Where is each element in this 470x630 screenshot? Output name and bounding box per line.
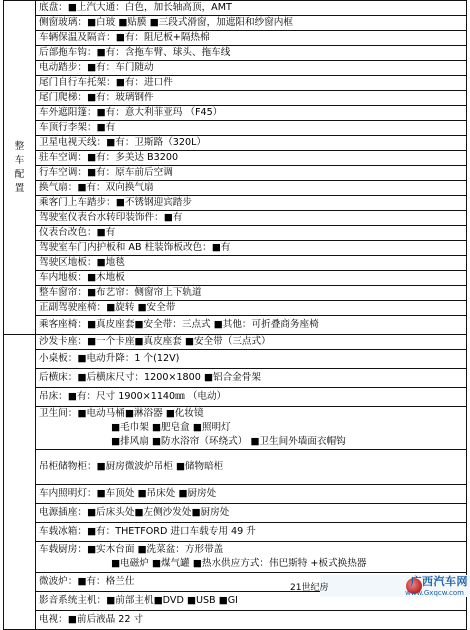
bathroom-line: ■排风扇 ■防水浴帘（环绕式） ■卫生间外墙面衣帽钩 xyxy=(111,436,346,447)
spec-row: 车辆保温及隔音：■有：阻尼板+隔热棉 xyxy=(36,31,467,46)
spec-row: 正副驾驶座椅：■旋转 ■安全带 xyxy=(36,301,467,316)
spec-row: 吊床：■有：尺寸 1900×1140㎜ （电动） xyxy=(36,388,467,407)
spec-row: 尾门自行车托架：■有：进口件 xyxy=(36,76,467,91)
kitchen-line: 车载厨房：■实木台面 ■洗菜盆：方形带盖 xyxy=(39,544,224,555)
logo-text: 广西汽车网 xyxy=(410,575,468,588)
spec-row: 驾驶区地板：■地毯 xyxy=(36,256,467,271)
spec-row: 后横床：■后横床尺寸：1200×1800 ■铝合金骨架 xyxy=(36,369,467,388)
spec-row-cabinet xyxy=(36,450,467,485)
kitchen-line: ■电磁炉 ■煤气罐 ■热水供应方式：伟巴斯特 +板式换热器 xyxy=(111,558,367,569)
spec-row: 驾驶室仪表台水转印装饰件：■有 xyxy=(36,211,467,226)
spec-row: 尾门爬梯：■有：玻璃钢件 xyxy=(36,91,467,106)
category-cell-empty xyxy=(4,335,36,630)
category-char: 置 xyxy=(14,182,25,194)
spec-row: 整车窗帘：■布艺帘：侧窗帘上下轨道 xyxy=(36,286,467,301)
bathroom-line: 卫生间：■电动马桶■淋浴器 ■化妆镜 xyxy=(39,408,204,419)
cabinet-line: 吊柜储物柜：■厨房微波炉吊柜 ■储物暗柜 xyxy=(39,461,224,472)
spec-row: 车外遮阳篷：■有：意大利菲亚玛 （F45） xyxy=(36,106,467,121)
spec-row: 侧窗玻璃：■白玻 ■贴膜 ■三段式滑窗，加遮阳和纱窗内框 xyxy=(36,16,467,31)
spec-row: 车内地板：■木地板 xyxy=(36,271,467,286)
spec-row: 换气扇：■有：双向换气扇 xyxy=(36,181,467,196)
spec-row: 行车空调：■有：原车前后空调 xyxy=(36,166,467,181)
spec-row: 电动踏步：■有：车门随动 xyxy=(36,61,467,76)
spec-row: 底盘：■上汽大通：白色，加长轴高顶，AMT xyxy=(36,1,467,16)
spec-row: 沙发卡座：■一个卡座■真皮座套 ■安全带（三点式） xyxy=(36,335,467,350)
spec-row: 驻车空调：■有：多美达 B3200 xyxy=(36,151,467,166)
spec-sheet xyxy=(3,0,467,625)
spec-row: 小桌板：■电动升降：1 个(12V) xyxy=(36,350,467,369)
bathroom-line: ■毛巾架 ■肥皂盒 ■照明灯 xyxy=(111,422,231,433)
watermark-logo xyxy=(320,575,470,597)
spec-table xyxy=(3,0,467,630)
category-cell xyxy=(4,1,36,335)
spec-row-kitchen xyxy=(36,542,467,573)
logo-url: www.Gxqcw.com xyxy=(405,589,464,597)
spec-row: 驾驶室车门内护板和 AB 柱装饰板改色：■有 xyxy=(36,241,467,256)
spec-row: 影音系统主机：■前部主机■DVD ■USB ■GI xyxy=(36,592,467,611)
spec-row: 电源插座：■后床头处■左侧沙发处■厨房处 xyxy=(36,504,467,523)
spec-row: 乘客门上车踏步：■不锈钢迎宾踏步 xyxy=(36,196,467,211)
category-char: 车 xyxy=(14,154,25,166)
spec-row: 微波炉：■有：格兰仕 xyxy=(36,573,467,592)
spec-row-bathroom xyxy=(36,407,467,450)
spec-row: 乘客座椅：■真皮座套■安全带：三点式 ■其他：可折叠商务座椅 xyxy=(36,316,467,335)
spec-row: 卫星电视天线：■有：卫斯路（320L） xyxy=(36,136,467,151)
category-char: 整 xyxy=(14,140,25,152)
spec-row: 车载冰箱：■有：THETFORD 进口车载专用 49 升 xyxy=(36,523,467,542)
category-char: 配 xyxy=(14,168,25,180)
spec-row: 车内照明灯：■车顶处 ■吊床处 ■厨房处 xyxy=(36,485,467,504)
spec-row: 车顶行李架：■有 xyxy=(36,121,467,136)
spec-row: 后部拖车钩：■有：含拖车臂、球头、拖车线 xyxy=(36,46,467,61)
page-footer: 21世纪房 xyxy=(290,583,329,593)
spec-row: 仪表台改色：■有 xyxy=(36,226,467,241)
spec-row: 电视：■前后液晶 22 寸 xyxy=(36,611,467,630)
